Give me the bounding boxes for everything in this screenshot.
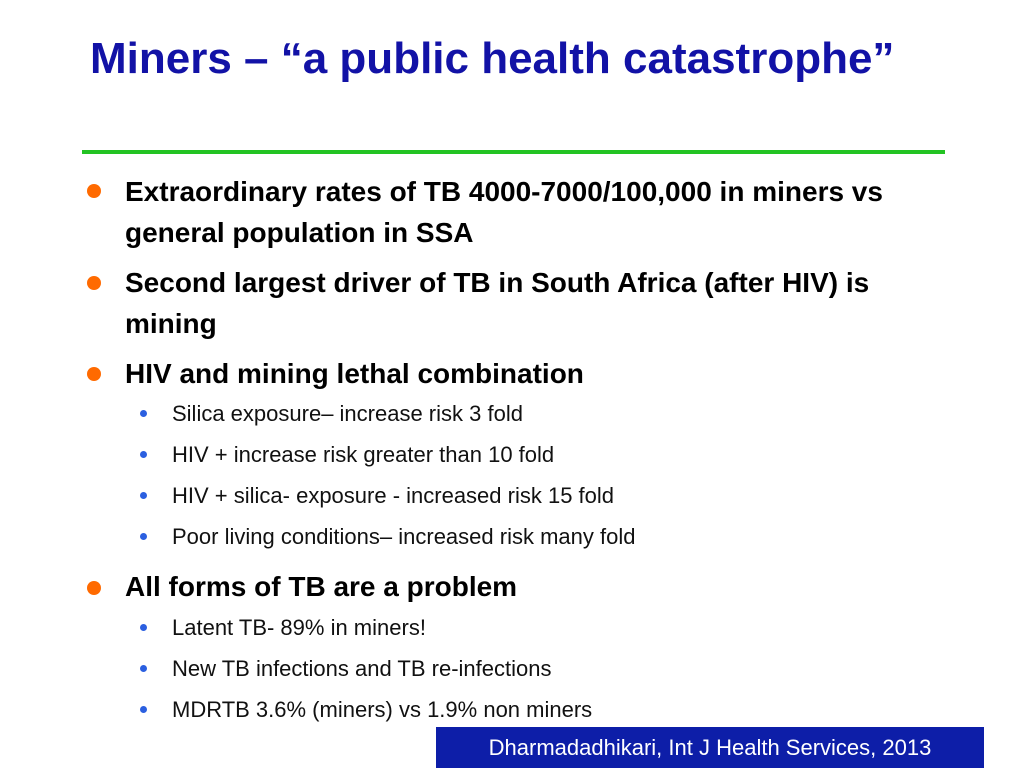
sub-bullet-item: Silica exposure– increase risk 3 fold: [172, 401, 523, 426]
sub-bullet-dot-icon: [140, 624, 147, 631]
sub-bullet-item: New TB infections and TB re-infections: [172, 656, 552, 681]
bullet-dot-icon: [87, 276, 101, 290]
bullet-item: All forms of TB are a problem: [125, 571, 518, 602]
sub-bullet-item: MDRTB 3.6% (miners) vs 1.9% non miners: [172, 697, 593, 722]
sub-bullet-dot-icon: [140, 533, 147, 540]
bullet-dot-icon: [87, 581, 101, 595]
sub-bullet-dot-icon: [140, 410, 147, 417]
sub-bullet-item: HIV + silica- exposure - increased risk 15 fold: [172, 483, 615, 508]
bullet-dot-icon: [87, 367, 101, 381]
bullet-item: Extraordinary rates of TB 4000-7000/100,000 in miners vs general population in SSA: [125, 176, 883, 248]
slide-title: Miners – “a public health catastrophe”: [90, 34, 895, 83]
bullet-item: Second largest driver of TB in South Africa (after HIV) is mining: [125, 267, 870, 339]
sub-bullet-item: HIV + increase risk greater than 10 fold: [172, 442, 555, 467]
sub-bullet-dot-icon: [140, 706, 147, 713]
sub-bullet-item: Poor living conditions– increased risk many fold: [172, 524, 636, 549]
citation-box: Dharmadadhikari, Int J Health Services, 2013: [436, 727, 984, 768]
sub-bullet-dot-icon: [140, 665, 147, 672]
bullet-item: HIV and mining lethal combination: [125, 358, 584, 389]
sub-bullet-dot-icon: [140, 492, 147, 499]
bullet-dot-icon: [87, 184, 101, 198]
sub-bullet-item: Latent TB- 89% in miners!: [172, 615, 426, 640]
sub-bullet-dot-icon: [140, 451, 147, 458]
